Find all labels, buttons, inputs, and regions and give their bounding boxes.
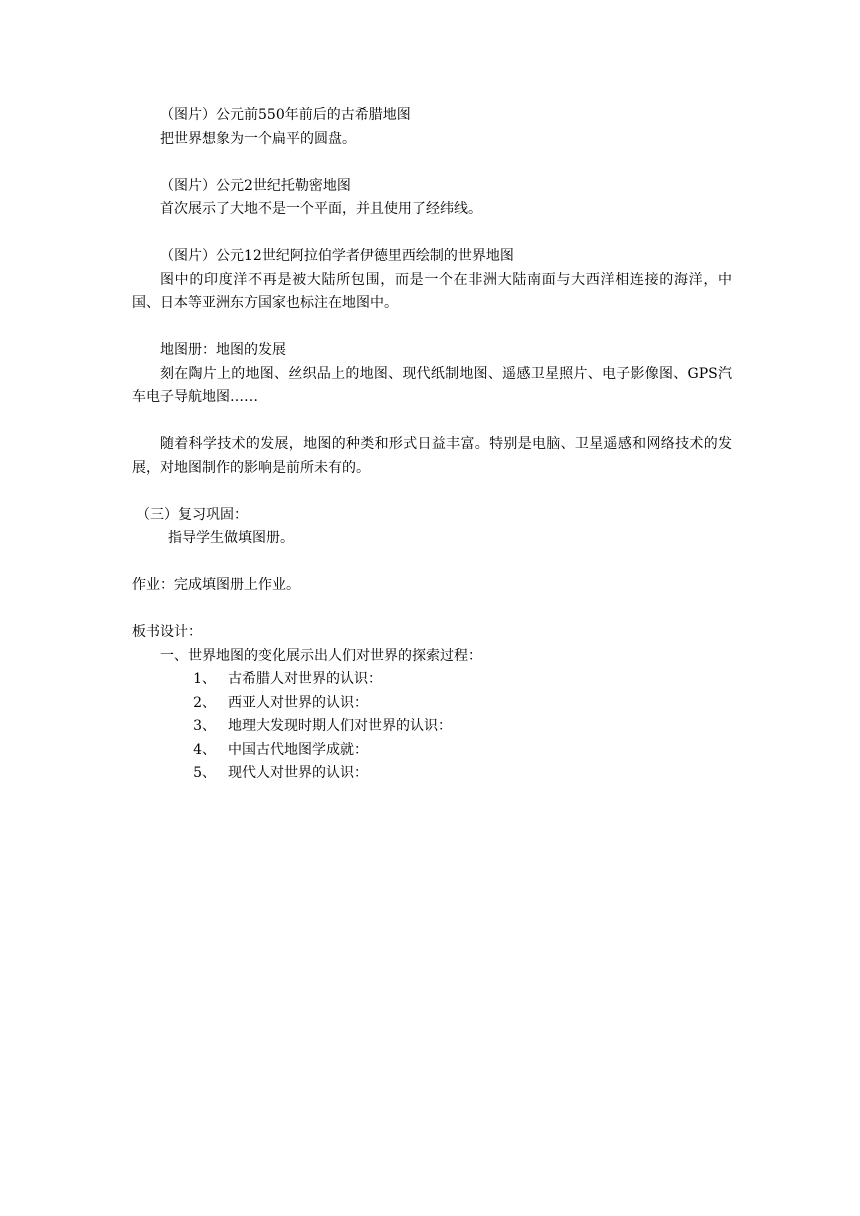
- section-heading: 地图册：地图的发展: [160, 342, 286, 358]
- list-item: 3、 地理大发现时期人们对世界的认识：: [193, 718, 452, 734]
- figure-caption: （图片）公元2世纪托勒密地图: [160, 177, 351, 194]
- list-item: 1、 古希腊人对世界的认识：: [193, 671, 382, 687]
- section-heading: （三）复习巩固：: [136, 506, 248, 523]
- paragraph: 图中的印度洋不再是被大陆所包围，而是一个在非洲大陆南面与大西洋相连接的海洋，中国、日本等亚洲东方国家也标注在地图中。: [132, 271, 732, 311]
- list-item: 5、 现代人对世界的认识：: [193, 765, 368, 781]
- list-item: 2、 西亚人对世界的认识：: [193, 694, 368, 711]
- paragraph: 首次展示了大地不是一个平面，并且使用了经纬线。: [160, 201, 482, 217]
- list-item: 4、 中国古代地图学成就：: [193, 741, 368, 758]
- board-design-heading: 一、世界地图的变化展示出人们对世界的探索过程：: [160, 647, 482, 664]
- figure-caption: （图片）公元前550年前后的古希腊地图: [160, 107, 411, 123]
- board-design-title: 板书设计：: [132, 624, 202, 640]
- paragraph: 指导学生做填图册。: [168, 530, 294, 546]
- figure-caption: （图片）公元12世纪阿拉伯学者伊德里西绘制的世界地图: [160, 248, 514, 264]
- board-design-list: [132, 668, 732, 786]
- paragraph: 刻在陶片上的地图、丝织品上的地图、现代纸制地图、遥感卫星照片、电子影像图、GPS汽车电子导航地图……: [132, 365, 732, 405]
- paragraph: 随着科学技术的发展，地图的种类和形式日益丰富。特别是电脑、卫星遥感和网络技术的发展，对地图制作的影响是前所未有的。: [132, 436, 732, 476]
- document-body: [132, 104, 732, 786]
- paragraph: 把世界想象为一个扁平的圆盘。: [160, 130, 356, 147]
- homework-line: 作业：完成填图册上作业。: [132, 577, 300, 593]
